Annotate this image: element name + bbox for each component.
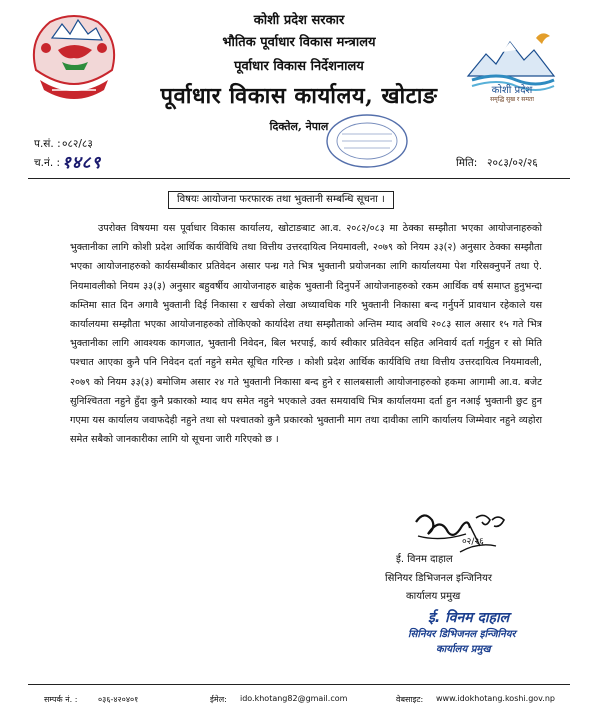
stamp-name: ई. विनम दाहाल — [428, 610, 510, 626]
signatory-office: कार्यालय प्रमुख — [406, 591, 461, 602]
signatory-title: सिनियर डिभिजनल इन्जिनियर — [385, 573, 492, 584]
footer-phone-value: ०३६-४२०४०१ — [98, 695, 139, 704]
subject-line: विषयः आयोजना फरफारक तथा भुक्तानी सम्बन्धि सूचना । — [168, 191, 394, 209]
footer-email-value[interactable]: ido.khotang82@gmail.com — [240, 694, 348, 703]
signatory-name: ई. विनम दाहाल — [396, 554, 453, 565]
date-label: मिति: — [456, 157, 478, 169]
header-ministry: भौतिक पूर्वाधार विकास मन्त्रालय — [222, 35, 376, 50]
date-value: २०८३/०२/२६ — [487, 157, 538, 169]
stamp-title: सिनियर डिभिजनल इन्जिनियर — [408, 629, 516, 640]
signature-date-note: ०२/२६ — [462, 537, 484, 547]
notice-paragraph: उपरोक्त विषयमा यस पूर्वाधार विकास कार्यालय, खोटाङबाट आ.व. २०८२/०८३ मा ठेक्का सम्झौता भएका आयोजनाहरुको भुक्तानीका लागि कोशी प्रदेश आर्थिक कार्यविधि तथा वित्तीय उत्तरदायित्व नियमावली, २०७९ को नियम ३३(२) अनुसार ठेक्का सम्झौता भएका आयोजनाहरुको कार्यसम्बीकार प्रतिवेदन असार पन्ध्र गते भित्र भुक्तानी प्रयोजनका लागि कार्यालयमा पेश गरिसक्नुपर्ने तथा ऐ. नियमावलीको नियम ३३(३) अनुसार बहुवर्षीय आयोजनाहरु बाहेक भुक्तानी दिनुपर्ने आयोजनाहरुको रकम आर्थिक वर्ष समाप्त हुनुभन्दा कम्तिमा सात दिन अगावै भुक्तानी दिई निकासा र खर्चको लेखा अध्यावधिक गरि भुक्तानी निकासा बन्द गर्नुपर्ने प्रावधान रहेकाले यस कार्यालयमा सम्झौता भएका आयोजनाहरुको तोकिएको कार्यादेश तथा सम्झौताको अन्तिम म्याद अवधि २०८३ साल असार १५ गते भित्र भुक्तानीका लागि आवश्यक कागजात, भुक्तानी निवेदन, बिल भरपाई, कार्य स्वीकार प्रतिवेदन सहित अनिवार्य दर्ता गर्नुहुन र सो मिति पश्चात आएका कुनै पनि निवेदन दर्ता नहुने समेत सूचित गरिन्छ । कोशी प्रदेश आर्थिक कार्यविधि तथा वित्तीय उत्तरदायित्व नियमावली, २०७९ को नियम ३३(३) बमोजिम असार २४ गते भुक्तानी निकासा बन्द हुने र सालबसाली आयोजनाहरुको हकमा आगामी आ.व. बजेट सुनिश्चितता नहुने हुँदा कुनै प्रकारको म्याद थप समेत नहुने भएकाले उक्त समयावधि भित्र कार्यालयमा दर्ता हुन नआई भुक्तानी छुट हुन गएमा यस कार्यालय जवाफदेही नहुने तथा सो पश्चातको कुनै प्रकारको भुक्तानी माग तथा दावीका लागि कार्यालय जिम्मेवार नहुने व्यहोरा समेत सबैको जानकारीका लागि यो सूचना जारी गरिएको छ । — [70, 223, 542, 446]
footer-phone-label: सम्पर्क नं. : — [44, 695, 78, 704]
footer-divider — [28, 684, 570, 685]
office-seal-stamp-icon — [322, 110, 412, 172]
header-location: दिक्तेल, नेपाल — [269, 120, 329, 133]
koshi-logo-subtext: समृद्धि सुख र समता — [490, 96, 534, 103]
notice-body — [70, 219, 542, 449]
koshi-logo-text: कोशी प्रदेश — [491, 85, 533, 96]
footer-website-label: वेबसाइट: — [396, 695, 424, 704]
header-office-title: पूर्वाधार विकास कार्यालय, खोटाङ — [160, 83, 438, 109]
dispatch-number-label: च.नं. : — [34, 157, 61, 169]
dispatch-number-value: १४८९ — [62, 153, 102, 173]
footer-email-label: ईमेल: — [210, 695, 227, 704]
handwritten-signature-icon — [410, 506, 510, 556]
header-directorate: पूर्वाधार विकास निर्देशनालय — [234, 59, 364, 74]
header-government: कोशी प्रदेश सरकार — [253, 13, 345, 28]
footer-website-value[interactable]: www.idokhotang.koshi.gov.np — [436, 694, 555, 703]
reference-number-label: प.सं. : — [34, 138, 61, 150]
stamp-office: कार्यालय प्रमुख — [436, 644, 491, 655]
reference-number-value: ०८२/८३ — [62, 138, 93, 150]
header-divider — [28, 178, 570, 179]
